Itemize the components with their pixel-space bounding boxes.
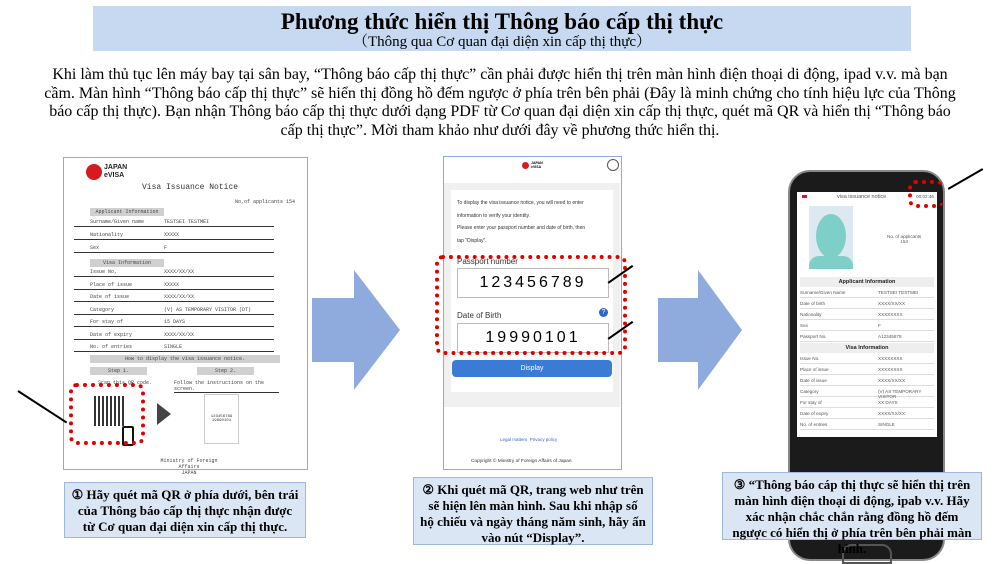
doc-web-thumbnail: 123456789 19990101 — [204, 394, 239, 444]
doc-title: Visa Issuance Notice — [142, 183, 239, 192]
row-label: Date of expiry — [800, 411, 829, 416]
row-value: (V) AS TEMPORARY VISITOR — [878, 389, 922, 399]
step-2-box: ② Khi quét mã QR, trang web như trên sẽ hiện lên màn hình. Sau khi nhập số hộ chiếu và ngày tháng năm sinh, hãy ấn vào nút “Display”. — [413, 477, 653, 545]
doc-applicant-header: Applicant Information — [90, 208, 164, 216]
row-value: XXXXX — [164, 281, 180, 288]
row-label: Issue No, — [90, 269, 118, 275]
footer-links — [500, 437, 557, 442]
row-value: A12345678 — [878, 334, 902, 339]
doc-row — [74, 242, 274, 253]
phone-visa-header: Visa Information — [800, 343, 934, 353]
row-label: Issue No. — [800, 356, 820, 361]
row-label: No. of entries — [800, 422, 828, 427]
row-label: For stay of — [90, 319, 124, 325]
row-label: Date of issue — [90, 294, 130, 300]
phone-row — [800, 321, 934, 331]
doc-step1-text: Scan this QR code. — [98, 380, 153, 386]
phone-row — [800, 409, 934, 419]
passport-label: Passport number — [457, 257, 518, 266]
doc-row — [74, 329, 274, 340]
doc-arrow-icon — [157, 403, 171, 425]
doc-row — [74, 216, 274, 227]
input-highlight — [435, 255, 627, 355]
doc-row — [74, 304, 274, 315]
pointer-arrow-icon — [948, 168, 983, 189]
row-label: Place of issue — [90, 281, 133, 288]
row-value: XXXX/XX/XX — [164, 294, 195, 300]
privacy-policy-link[interactable]: Privacy policy — [529, 437, 558, 442]
step-3-box: ③ “Thông báo cáp thị thực sẽ hiển thị trên màn hình điện thoại di động, ipab v.v. Hãy xác nhận chắc chắn rằng đồng hồ đếm ngược có hiển thị ở phía trên bên phải màn hình. — [722, 472, 982, 540]
dob-label: Date of Birth — [457, 311, 502, 320]
doc-howto: How to display the visa issuance notice. — [90, 355, 280, 363]
phone-row — [800, 310, 934, 320]
step-1-box: ① Hãy quét mã QR ở phía dưới, bên trái của Thông báo cấp thị thực nhận được từ Cơ quan đại diện xin cấp thị thực. — [64, 482, 306, 538]
pointer-arrow-icon — [17, 390, 67, 423]
row-value: F — [164, 245, 168, 251]
row-label: Date of birth — [800, 301, 826, 306]
row-value: F — [878, 323, 881, 328]
row-label: For stay of — [800, 400, 822, 405]
phone-screen — [797, 192, 937, 437]
arrow-right-head — [698, 270, 742, 390]
row-value: SINGLE — [878, 422, 895, 427]
evisa-logo: JAPAN eVISA — [104, 164, 128, 179]
doc-applicants: No,of applicants 154 — [234, 199, 295, 205]
row-value: 15 DAYS — [164, 319, 186, 325]
row-label: Nationality — [800, 312, 822, 317]
phone-applicants: No. of applicants 154 — [887, 234, 922, 244]
phone-row — [800, 288, 934, 298]
row-value: XXXX/XX/XX — [164, 269, 195, 275]
row-value: XXXX/XX/XX — [164, 331, 195, 338]
row-value: TESTSEI TESTMEI — [878, 290, 919, 295]
language-globe-icon[interactable] — [607, 159, 619, 171]
display-button[interactable]: Display — [452, 360, 612, 377]
phone-row — [800, 376, 934, 386]
evisa-logo-icon — [522, 162, 529, 169]
doc-step2-text: Follow the instructions on the screen. — [174, 380, 279, 393]
page-subtitle: （Thông qua Cơ quan đại diện xin cấp thị thực） — [352, 34, 652, 50]
web-logo: JAPAN eVISA — [531, 161, 543, 169]
phone-row — [800, 299, 934, 309]
doc-row — [74, 229, 274, 240]
row-label: Passport No. — [800, 334, 827, 339]
help-icon[interactable]: ? — [599, 308, 608, 317]
doc-row — [74, 291, 274, 302]
web-instructions: To display the visa issuance notice, you will need to enter information to verify your identity. Please enter your passport number and date of birth, then tap "Display". — [457, 200, 586, 244]
row-value: SINGLE — [164, 344, 183, 350]
phone-row — [800, 387, 934, 397]
phone-row — [800, 365, 934, 375]
legal-matters-link[interactable]: Legal matters — [500, 437, 528, 442]
phone-row — [800, 420, 934, 430]
row-label: Surname/Given Name — [800, 290, 846, 295]
row-value: XXXXXXXX — [878, 367, 903, 372]
row-label: No. of entries — [90, 344, 133, 350]
date-of-birth-input[interactable]: 19990101 — [457, 323, 609, 353]
row-label: Sex — [90, 245, 100, 251]
row-value: XXXX/XX/XX — [878, 301, 906, 306]
row-label: Category — [800, 389, 819, 394]
arrow-right-icon — [658, 298, 698, 362]
page-title: Phương thức hiển thị Thông báo cấp thị thực — [280, 9, 724, 34]
row-label: Surname/Given name — [90, 219, 145, 225]
row-label: Nationality — [90, 232, 124, 238]
doc-row — [74, 266, 274, 277]
row-value: XXXX/XX/XX — [878, 378, 906, 383]
row-label: Category — [90, 306, 115, 313]
row-value: (V) AS TEMPORARY VISITOR (DT) — [164, 306, 252, 313]
phone-header: visa issuance notice — [837, 194, 887, 200]
intro-paragraph: Khi làm thủ tục lên máy bay tại sân bay, “Thông báo cấp thị thực” cần phải được hiển thị trên màn hình điện thoại di động, ipad v.v. mà bạn cầm. Màn hình “Thông báo cấp thị thực” sẽ hiển thị đồng hồ đếm ngược ở phía trên bên phải (Đây là minh chứng cho tính hiệu lực của Thông báo cấp thị thực). Bạn nhận Thông báo cấp thị thực dưới dạng PDF từ Cơ quan đại diện xin cấp thị thực, quét mã QR và hiển thị “Thông báo cấp thị thực”. Mời tham khảo như dưới đây về phương thức hiển thị. — [44, 66, 956, 139]
doc-row — [74, 279, 274, 290]
row-value: XX DAYS — [878, 400, 898, 405]
row-value: XXXXX — [164, 232, 180, 238]
phone-row — [800, 354, 934, 364]
row-label: Date of issue — [800, 378, 827, 383]
phone-applicant-header: Applicant Information — [800, 277, 934, 287]
doc-step1: Step 1. — [90, 367, 147, 375]
row-value: XXXXXXXX — [878, 356, 903, 361]
row-label: Place of issue — [800, 367, 829, 372]
arrow-right-head — [354, 270, 400, 390]
copyright: Copyright © Ministry of Foreign Affairs of Japan — [471, 459, 572, 464]
row-label: Sex — [800, 323, 808, 328]
doc-step2: Step 2. — [197, 367, 254, 375]
evisa-logo-icon — [86, 164, 102, 180]
passport-number-input[interactable]: 123456789 — [457, 268, 609, 298]
row-label: Date of expiry — [90, 331, 133, 338]
qr-highlight — [69, 383, 145, 445]
row-value: TESTSEI TESTMEI — [164, 219, 210, 225]
visa-notice-document — [63, 157, 308, 476]
phone-row — [800, 332, 934, 342]
arrow-right-icon — [312, 298, 354, 362]
row-value: XXXXXXXX — [878, 312, 903, 317]
doc-footer: Ministry of Foreign Affairs JAPAN — [160, 458, 218, 476]
photo — [809, 206, 853, 269]
doc-row — [74, 341, 274, 352]
doc-visa-header: Visa Information — [90, 259, 164, 267]
title-banner — [93, 6, 911, 51]
menu-icon[interactable] — [802, 195, 807, 198]
countdown-timer: 00:02:46 — [916, 194, 934, 199]
phone-row — [800, 398, 934, 408]
doc-row — [74, 316, 274, 327]
timer-highlight — [908, 180, 944, 208]
row-value: XXXX/XX/XX — [878, 411, 906, 416]
